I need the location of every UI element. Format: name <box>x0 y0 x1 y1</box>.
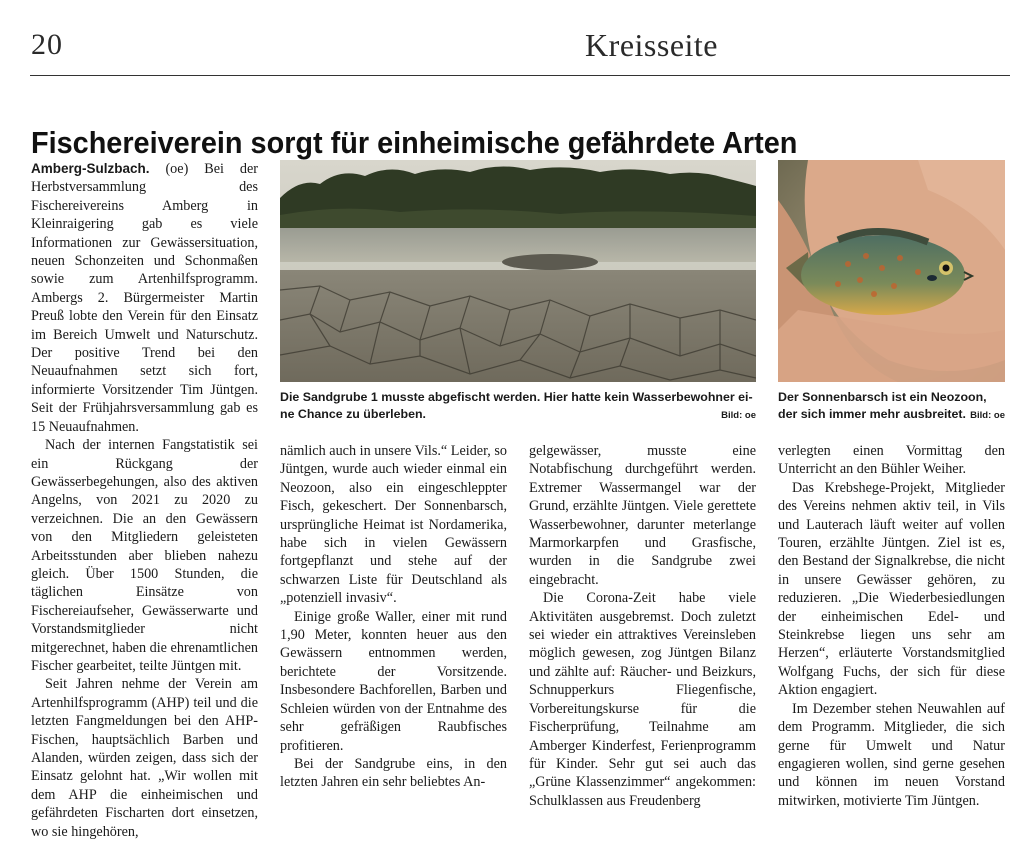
caption-line: Der Sonnenbarsch ist ein Neozoon, <box>778 390 987 404</box>
photo-credit: Bild: oe <box>721 410 756 421</box>
paragraph: Im Dezember stehen Neuwahlen auf dem Programm. Mitglieder, die sich gerne für Umwelt und Natur engagieren wollen, sind gerne gesehen und können im neuen Vorstand mitwirken, motivierte Tim Jüntgen. <box>778 700 1005 809</box>
paragraph: Bei der Sandgrube eins, in den letzten Jahren ein sehr beliebtes An- <box>280 755 507 791</box>
page-number: 20 <box>31 28 63 61</box>
photo-credit: Bild: oe <box>970 410 1005 421</box>
caption-text: der sich immer mehr ausbreitet. <box>778 407 966 421</box>
article-column-4 <box>778 442 1005 810</box>
paragraph: gelgewässer, musste eine Notabfischung durchgeführt werden. Extremer Wassermangel war der Grund, erzählte Jüntgen. Viele gerettete Wasserbewohner, darunter meterlange Marmorkarpfen und Grasfische, wurden in die Sandgrube zwei eingebracht. <box>529 443 756 588</box>
caption-line <box>778 406 1005 424</box>
caption-text: ne Chance zu überleben. <box>280 407 426 421</box>
sand-pit-caption <box>280 389 756 424</box>
sand-pit-illustration <box>280 160 756 382</box>
section-title: Kreisseite <box>585 27 718 63</box>
sunfish-illustration <box>778 160 1005 382</box>
article-headline: Fischereiverein sorgt für einheimische gefährdete Arten <box>31 124 798 160</box>
caption-line: Die Sandgrube 1 musste abgefischt werden. Hier hatte kein Wasserbewohner ei- <box>280 390 753 404</box>
paragraph <box>31 160 258 436</box>
sunfish-photo <box>778 160 1005 382</box>
sand-pit-photo <box>280 160 756 382</box>
paragraph: Das Krebshege-Projekt, Mitglieder des Vereins nehmen aktiv teil, in Vils und Lauterach läuft weiter auf vollen Touren, erzählte Jüntgen. Ziel ist es, den Bestand der Signalkrebse, die nicht in unsere Gewässer gehören, zu reduzieren. „Die Wiederbesiedlungen der einheimischen Edel- und Steinkrebse liegen uns sehr am Herzen“, erläuterte Vorstandsmitglied Wolfgang Fuchs, der sich für diese Aktion engagiert. <box>778 479 1005 699</box>
article-column-3 <box>529 442 756 810</box>
paragraph: Nach der internen Fangstatistik sei ein Rückgang der Gewässerbegehungen, also des aktiven Angelns, von 2021 zu 2020 zu verzeichnen. Die an den Gewässern von den Mitgliedern geleisteten Arbeitsstunden aber blieben nahezu gleich. Über 1500 Stunden, die täglichen Einsätze von Fischereiaufseher, Gewässerwarte und Vorstandsmitglieder nicht mitgerechnet, haben die ehrenamtlichen Fischer gearbeitet, teilte Jüntgen mit. <box>31 437 258 674</box>
caption-line <box>280 406 756 424</box>
paragraph: verlegten einen Vormittag den Unterricht an den Bühler Weiher. <box>778 443 1005 478</box>
paragraph: nämlich auch in unsere Vils.“ Leider, so Jüntgen, wurde auch wieder einmal ein Neozoon, also ein eingeschleppter Fisch, gekeschert. Der Sonnenbarsch, ursprüngliche Heimat ist Nordamerika, habe sich in vielen Gewässern fortgepflanzt und stehe auf der schwarzen Liste für Deutschland als „potenziell invasiv“. <box>280 443 507 607</box>
dateline: Amberg-Sulzbach. <box>31 161 150 176</box>
paragraph: Seit Jahren nehme der Verein am Artenhilfsprogramm (AHP) teil und die letzten Fangmeldungen bei den AHP-Fischen, hauptsächlich Barben und Alanden, würden zeigen, dass sich der Einsatz gelohnt hat. „Wir wollen mit dem AHP die einheimischen und gefährdeten Fischarten dort einsetzen, wo sie hingehören, <box>31 676 258 840</box>
paragraph: Einige große Waller, einer mit rund 1,90 Meter, konnten heuer aus den Gewässern entnommen werden, berichtete der Vorsitzende. Insbesondere Bachforellen, Barben und Schleien würden von der Entnahme des sehr gefräßigen Raubfisches profitieren. <box>280 608 507 754</box>
article-column-2 <box>280 442 507 792</box>
paragraph: Die Corona-Zeit habe viele Aktivitäten ausgebremst. Doch zuletzt sei wieder ein attraktives Vereinsleben möglich gewesen, zog Jüntgen Bilanz und zählte auf: Räucher- und Beizkurs, Schnupperkurs Fliegenfische, Vorbereitungskurse für die Fischerprüfung, Teilnahme am Amberger Kinderfest, Ferienprogramm für Kinder. Sehr gut sei auch das „Grüne Klassenzimmer“ angekommen: Schulklassen aus Freudenberg <box>529 590 756 809</box>
paragraph-text: (oe) Bei der Herbstversammlung des Fischereivereins Amberg in Kleinraigering gab es viele Informationen zur Gewässersituation, neuen Schonzeiten und Schonmaßen sowie zum Artenhilfsprogramm. Ambergs 2. Bürgermeister Martin Preuß lobte den Verein für den Einsatz im Bereich Umwelt und Naturschutz. Der positive Trend bei den Neuaufnahmen setzt sich fort, informierte Vorsitzender Tim Jüntgen. Seit der Frühjahrsversammlung gab es 15 Neuaufnahmen. <box>31 161 258 435</box>
header-rule <box>30 75 1010 76</box>
sunfish-caption <box>778 389 1005 424</box>
article-column-1 <box>31 160 258 841</box>
